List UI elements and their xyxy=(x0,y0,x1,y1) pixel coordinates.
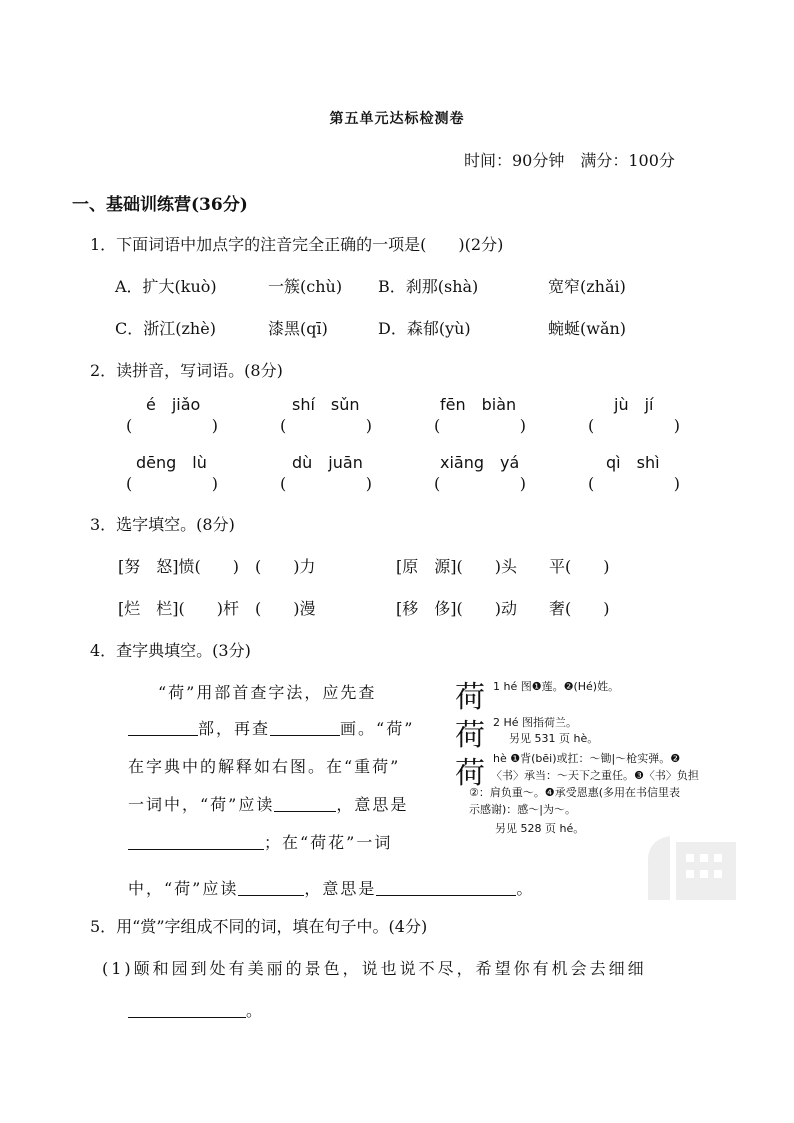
q1-option-b-2: 宽窄(zhǎi) xyxy=(548,277,626,296)
q2-pinyin-4: jù jí xyxy=(614,395,654,414)
q2-pinyin-8: qì shì xyxy=(606,453,660,472)
q4-text-6b: ，意思是 xyxy=(304,879,377,898)
q2-answer-box-4[interactable]: ( ) xyxy=(588,416,680,435)
q1-option-d-1: D．森郁(yù) xyxy=(378,319,471,338)
q5-blank-1[interactable] xyxy=(128,1001,246,1018)
watermark-graphic xyxy=(640,830,740,900)
q4-text-5: ；在“荷花”一词 xyxy=(264,833,393,852)
q2-pinyin-5: dēng lù xyxy=(136,453,207,472)
q4-blank-radical[interactable] xyxy=(128,719,198,736)
dict-entry-3-line-4: 示感谢)：感～|为～。 xyxy=(469,803,576,816)
dict-headword-3: 荷 xyxy=(455,756,485,791)
q2-answer-box-3[interactable]: ( ) xyxy=(434,416,526,435)
q1-option-c-1: C．浙江(zhè) xyxy=(115,319,216,338)
q4-text-line-4 xyxy=(128,792,408,815)
q4-text-4b: ，意思是 xyxy=(336,795,409,814)
dict-headword-1: 荷 xyxy=(455,680,485,715)
q4-text-4a: 一词中，“荷”应读 xyxy=(128,795,275,814)
q3-group-4: [移 侈]( )动 奢( ) xyxy=(396,599,610,618)
dict-entry-2-ref: 另见 531 页 hè。 xyxy=(509,732,599,745)
q4-text-6a: 中，“荷”应读 xyxy=(128,879,239,898)
q3-stem: 3．选字填空。(8分) xyxy=(90,515,235,534)
dict-entry-3-line-2: 〈书〉承当：～天下之重任。❸〈书〉负担 xyxy=(491,769,699,782)
q2-pinyin-6: dù juān xyxy=(292,453,363,472)
q2-answer-box-2[interactable]: ( ) xyxy=(280,416,372,435)
q2-answer-box-8[interactable]: ( ) xyxy=(588,474,680,493)
q5-sentence-1: (1)颐和园到处有美丽的景色，说也说不尽，希望你有机会去细细 xyxy=(102,959,647,978)
exam-meta: 时间：90分钟 满分：100分 xyxy=(464,151,675,170)
dict-entry-3-line-1: hè ❶背(bēi)或扛：～锄|～枪实弹。❷ xyxy=(493,752,681,765)
q1-stem: 1．下面词语中加点字的注音完全正确的一项是( )(2分) xyxy=(90,235,504,254)
q4-text-line-5 xyxy=(128,830,392,853)
q1-option-c-2: 漆黑(qī) xyxy=(268,319,328,338)
dict-entry-3-ref: 另见 528 页 hé。 xyxy=(495,822,585,835)
dict-headword-2: 荷 xyxy=(455,718,485,753)
q4-text-line-2 xyxy=(128,716,414,739)
dict-entry-3-line-3: ②：肩负重～。❹承受恩惠(多用在书信里表 xyxy=(469,786,681,799)
q1-option-b-1: B．刹那(shà) xyxy=(378,277,479,296)
q4-blank-meaning-1[interactable] xyxy=(128,833,264,850)
q2-pinyin-7: xiāng yá xyxy=(440,453,520,472)
q5-stem: 5．用“赏”字组成不同的词，填在句子中。(4分) xyxy=(90,917,428,936)
q1-option-a-2: 一簇(chù) xyxy=(268,277,343,296)
q4-text-2a: 部，再查 xyxy=(198,719,271,738)
q1-option-a-1: A．扩大(kuò) xyxy=(115,277,217,296)
q4-text-line-3: 在字典中的解释如右图。在“重荷” xyxy=(128,757,401,776)
q4-text-6c: 。 xyxy=(516,879,535,898)
q5-sentence-1-end: 。 xyxy=(246,1001,265,1020)
q2-pinyin-2: shí sǔn xyxy=(292,395,360,414)
q3-group-3: [烂 栏]( )杆 ( )漫 xyxy=(118,599,316,618)
dict-entry-2: 2 Hé 图指荷兰。 xyxy=(493,716,578,729)
page-title: 第五单元达标检测卷 xyxy=(329,111,465,127)
dict-entry-1: 1 hé 图❶莲。❷(Hé)姓。 xyxy=(493,680,620,693)
q2-pinyin-3: fēn biàn xyxy=(440,395,517,414)
q3-group-1: [努 怒]愤( ) ( )力 xyxy=(118,557,316,576)
q4-blank-reading-2[interactable] xyxy=(238,879,304,896)
q3-group-2: [原 源]( )头 平( ) xyxy=(396,557,610,576)
q2-answer-box-7[interactable]: ( ) xyxy=(434,474,526,493)
q5-sentence-1-answer-line xyxy=(128,998,264,1021)
q2-stem: 2．读拼音，写词语。(8分) xyxy=(90,361,283,380)
q2-answer-box-6[interactable]: ( ) xyxy=(280,474,372,493)
q1-option-d-2: 蜿蜒(wǎn) xyxy=(548,319,627,338)
q4-blank-reading-1[interactable] xyxy=(274,795,336,812)
q4-blank-meaning-2[interactable] xyxy=(376,879,516,896)
q2-answer-box-1[interactable]: ( ) xyxy=(126,416,218,435)
q4-stem: 4．查字典填空。(3分) xyxy=(90,641,251,660)
section-heading-1: 一、基础训练营(36分) xyxy=(72,195,248,215)
q2-pinyin-1: é jiǎo xyxy=(146,395,201,414)
q4-blank-strokes[interactable] xyxy=(270,719,340,736)
q4-text-line-6 xyxy=(128,876,534,899)
q2-answer-box-5[interactable]: ( ) xyxy=(126,474,218,493)
q4-text-line-1: “荷”用部首查字法，应先查 xyxy=(158,683,377,702)
q4-text-2b: 画。“荷” xyxy=(340,719,415,738)
